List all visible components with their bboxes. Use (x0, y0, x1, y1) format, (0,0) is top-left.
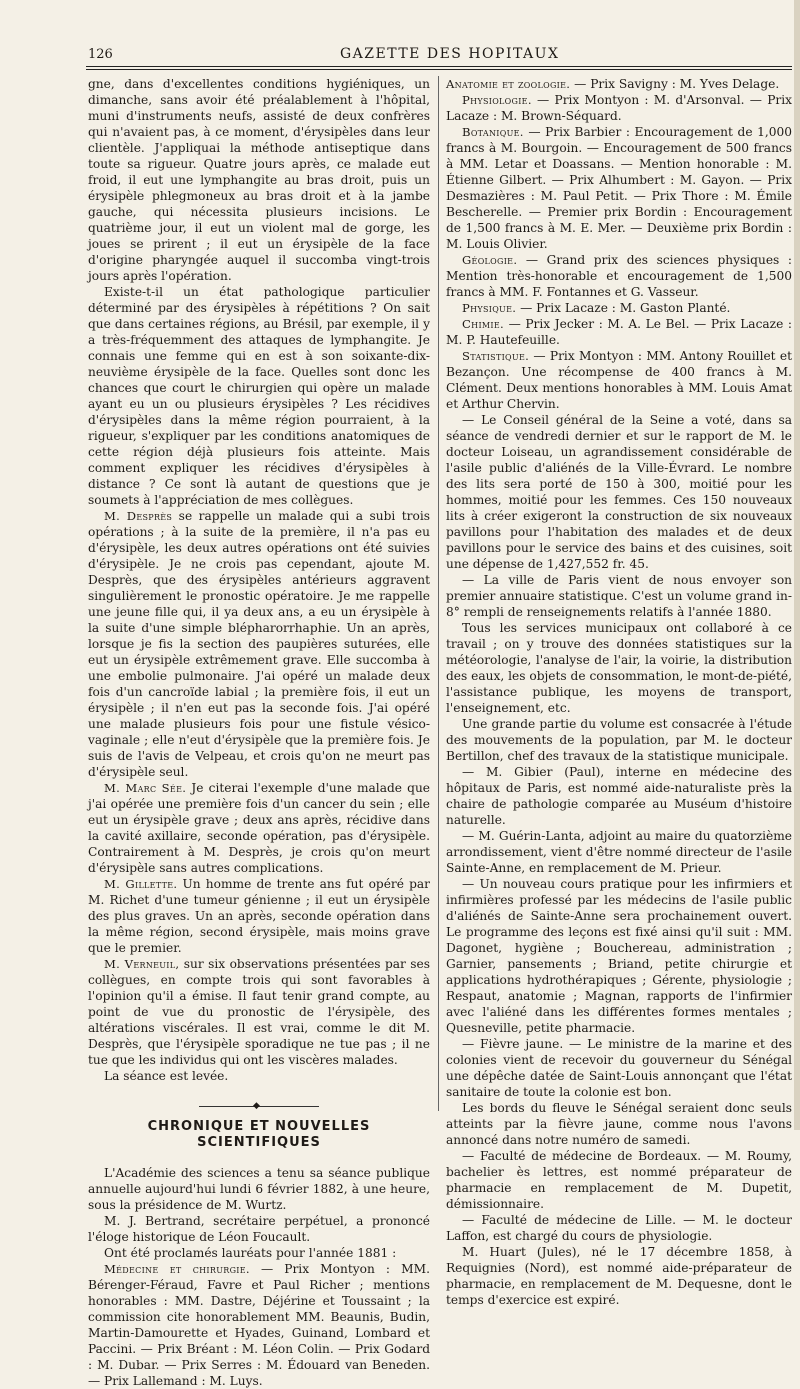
paragraph: La séance est levée. (104, 1069, 229, 1083)
category-text: — Prix Savigny : M. Yves Delage. (570, 77, 780, 91)
paragraph (446, 92, 792, 124)
paragraph (446, 348, 792, 412)
speaker-name: M. Gillette. (104, 877, 178, 891)
speaker-name: M. Desprès (104, 509, 173, 523)
paragraph: — Un nouveau cours pratique pour les infirmiers et infirmières professé par les médecins de l'asile public d'aliénés de Sainte-Anne sera prochainement ouvert. Le programme des leçons est fixé ainsi qu'il suit : MM. Dagonet, hygiène ; Bouchereau, administration ; Garnier, pansements ; Briand, petite chirurgie et applications hydrothérapiques ; Gérente, physiologie ; Respaut, anatomie ; Magnan, rapports de l'infirmier avec l'aliéné dans les différentes formes mentales ; Quesneville, petite pharmacie. (446, 877, 792, 1035)
paragraph (88, 1261, 430, 1389)
column-divider (438, 76, 439, 1111)
paragraph: — La ville de Paris vient de nous envoyer son premier annuaire statistique. C'est un volume grand in-8° rempli de renseignements relatifs à l'année 1880. (446, 573, 792, 619)
paragraph: M. J. Bertrand, secrétaire perpétuel, a prononcé l'éloge historique de Léon Foucault. (88, 1214, 430, 1244)
speaker-text: Un homme de trente ans fut opéré par M. Richet d'une tumeur génienne ; il eut un érysipèle des plus graves. Un an après, seconde opération dans la même région, second érysipèle, mais moins grave que le premier. (88, 877, 431, 955)
paragraph: Existe-t-il un état pathologique particulier déterminé par des érysipèles à répétitions ? On sait que dans certaines régions, au Brésil, par exemple, il y a très-fréquemment des attaques de lymphangite. Je connais une femme qui en est à son soixante-dix-neuvième érysipèle de la face. Quelles sont donc les chances que court le chirurgien qui opère un malade ayant eu un ou plusieurs érysipèles ? Les récidives d'érysipèles dans la même région pourraient, à la rigueur, s'expliquer par les conditions anatomiques de cette région déjà plusieurs fois atteinte. Mais comment expliquer les récidives d'érysipèles à distance ? Ce sont là autant de questions que je soumets à l'appréciation de mes collègues. (88, 285, 430, 507)
category-text: — Prix Barbier : Encouragement de 1,000 francs à M. Bourgoin. — Encouragement de 500 francs à MM. Letar et Doassans. — Mention honorable : M. Étienne Gilbert. — Prix Alhumbert : M. Gayon. — Prix Desmazières : M. Paul Petit. — Prix Thore : M. Émile Bescherelle. — Premier prix Bordin : Encouragement de 1,500 francs à M. E. Mer. — Deuxième prix Bordin : M. Louis Olivier. (446, 125, 792, 251)
paragraph: — Le Conseil général de la Seine a voté, dans sa séance de vendredi dernier et sur le rapport de M. le docteur Loiseau, un agrandissement considérable de l'asile public d'aliénés de la Ville-Évrard. Le nombre des lits sera porté de 150 à 300, moitié pour les hommes, moitié pour les femmes. Ces 150 nouveaux lits à créer exigeront la construction de six nouveaux pavillons pour l'habitation des malades et de deux pavillons pour le service des bains et des cuisines, soit une dépense de 1,427,552 fr. 45. (446, 413, 792, 571)
paragraph (88, 780, 430, 876)
category-label: Botanique. (462, 125, 524, 139)
paragraph: — Fièvre jaune. — Le ministre de la marine et des colonies vient de recevoir du gouverneur du Sénégal une dépêche datée de Saint-Louis annonçant que l'état sanitaire de toute la colonie est bon. (446, 1037, 792, 1099)
paragraph (446, 124, 792, 252)
category-label: Géologie. (462, 253, 518, 267)
page-edge (794, 0, 800, 1130)
speaker-text: se rappelle un malade qui a subi trois opérations ; à la suite de la première, il n'a pas eu d'érysipèle, les deux autres opérations ont été suivies d'érysipèle. Je ne crois pas cependant, ajoute M. Desprès, que des érysipèles antérieurs aggravent singulièrement le pronostic opératoire. Je me rappelle une jeune fille qui, il ya deux ans, a eu un érysipèle à la suite d'une simple blépharorrhaphie. Un an après, lorsque je fis la section des paupières suturées, elle eut un érysipèle extrêmement grave. Elle succomba à une embolie pulmonaire. J'ai opéré un malade deux fois d'un cancroïde labial ; la première fois, il eut un érysipèle ; il n'en eut pas la seconde fois. J'ai opéré une malade plusieurs fois pour une fistule vésico-vaginale ; elle n'eut d'érysipèle que la première fois. Je suis de l'avis de Velpeau, et crois qu'on ne meurt pas d'érysipèle seul. (88, 509, 430, 779)
category-text: — Prix Jecker : M. A. Le Bel. — Prix Lacaze : M. P. Hautefeuille. (446, 317, 792, 347)
paragraph: L'Académie des sciences a tenu sa séance publique annuelle aujourd'hui lundi 6 février 1882, à une heure, sous la présidence de M. Wurtz. (88, 1166, 430, 1212)
paragraph: Une grande partie du volume est consacrée à l'étude des mouvements de la population, par M. le docteur Bertillon, chef des travaux de la statistique municipale. (446, 717, 792, 763)
category-label: Physiologie. (462, 93, 532, 107)
paragraph: gne, dans d'excellentes conditions hygiéniques, un dimanche, sans avoir été préalablement à l'hôpital, muni d'instruments neufs, assisté de deux confrères qui n'avaient pas, à ce moment, d'érysipèles dans leur clientèle. J'appliquai la méthode antiseptique dans toute sa rigueur. Quatre jours après, ce malade eut froid, il eut une lymphangite au bras droit, puis un érysipèle phlegmoneux au bras droit et à la jambe gauche, qui nécessita plusieurs incisions. Le quatrième jour, il eut un violent mal de gorge, les joues se prirent ; il eut un érysipèle de la face d'origine pharyngée auquel il succomba vingt-trois jours après l'opération. (88, 77, 430, 283)
paragraph: M. Huart (Jules), né le 17 décembre 1858, à Requignies (Nord), est nommé aide-préparateur de pharmacie, en remplacement de M. Dequesne, dont le temps d'exercice est expiré. (446, 1245, 792, 1307)
header-rule-top (86, 66, 792, 67)
speaker-name: M. Marc Sée. (104, 781, 187, 795)
speaker-text: Je citerai l'exemple d'une malade que j'ai opérée une première fois d'un cancer du sein ; elle eut un érysipèle grave ; deux ans après, récidive dans la cavité axillaire, seconde opération, pas d'érysipèle. Contrairement à M. Desprès, je crois qu'on meurt d'érysipèle sans autres complications. (88, 781, 430, 875)
paragraph: — M. Guérin-Lanta, adjoint au maire du quatorzième arrondissement, vient d'être nommé directeur de l'asile Sainte-Anne, en remplacement de M. Prieur. (446, 829, 792, 875)
paragraph: — M. Gibier (Paul), interne en médecine des hôpitaux de Paris, est nommé aide-naturaliste près la chaire de pathologie comparée au Muséum d'histoire naturelle. (446, 765, 792, 827)
category-text: — Prix Montyon : MM. Bérenger-Féraud, Favre et Paul Richer ; mentions honorables : MM. Dastre, Déjérine et Toussaint ; la commission cite honorablement MM. Beaunis, Budin, Martin-Damourette et Hyades, Guinand, Lombard et Paccini. — Prix Bréant : M. Léon Colin. — Prix Godard : M. Dubar. — Prix Serres : M. Édouard van Beneden. — Prix Lallemand : M. Luys. (88, 1262, 430, 1388)
paragraph: Tous les services municipaux ont collaboré à ce travail ; on y trouve des données statistiques sur la météorologie, l'analyse de l'air, la voirie, la distribution des eaux, les objets de consommation, le mont-de-piété, l'assistance publique, les moyens de transport, l'enseignement, etc. (446, 621, 792, 715)
category-label: Chimie. (462, 317, 504, 331)
category-text: — Prix Lacaze : M. Gaston Planté. (516, 301, 731, 315)
page-number: 126 (88, 47, 113, 62)
paragraph (446, 252, 792, 300)
paragraph (88, 876, 430, 956)
category-label: Statistique. (462, 349, 530, 363)
paragraph: Les bords du fleuve le Sénégal seraient donc seuls atteints par la fièvre jaune, comme nous l'avons annoncé dans notre numéro de samedi. (446, 1101, 792, 1147)
speaker-text: sur six observations présentées par ses collègues, en compte trois qui sont favorables à l'opinion qu'il a émise. Il faut tenir grand compte, au point de vue du pronostic de l'érysipèle, des altérations viscérales. Il est vrai, comme le dit M. Desprès, que l'érysipèle sporadique ne tue pas ; il ne tue que les individus qui ont les viscères malades. (88, 957, 430, 1067)
journal-title: GAZETTE DES HOPITAUX (340, 46, 560, 62)
left-column (88, 76, 430, 1389)
section-separator (199, 1106, 319, 1107)
paragraph (446, 316, 792, 348)
category-text: — Prix Montyon : M. d'Arsonval. — Prix Lacaze : M. Brown-Séquard. (446, 93, 792, 123)
paragraph (446, 300, 792, 316)
category-text: — Prix Montyon : MM. Antony Rouillet et Bezançon. Une récompense de 400 francs à M. Clément. Deux mentions honorables à MM. Louis Amat et Arthur Chervin. (446, 349, 792, 411)
paragraph (88, 508, 430, 780)
header-rule-bottom (86, 69, 792, 70)
paragraph: — Faculté de médecine de Bordeaux. — M. Roumy, bachelier ès lettres, est nommé préparateur de pharmacie en remplacement de M. Dupetit, démissionnaire. (446, 1149, 792, 1211)
right-column (446, 76, 792, 1308)
category-label: Physique. (462, 301, 517, 315)
category-label: Médecine et chirurgie. (104, 1262, 250, 1276)
category-text: — Grand prix des sciences physiques : Mention très-honorable et encouragement de 1,500 francs à MM. F. Fontannes et G. Vasseur. (446, 253, 792, 299)
speaker-name: M. Verneuil, (104, 957, 180, 971)
paragraph: — Faculté de médecine de Lille. — M. le docteur Laffon, est chargé du cours de physiologie. (446, 1213, 792, 1243)
category-label: Anatomie et zoologie. (446, 77, 571, 91)
paragraph (88, 956, 430, 1068)
paragraph (446, 76, 792, 92)
section-title: CHRONIQUE ET NOUVELLES SCIENTIFIQUES (147, 1119, 371, 1150)
paragraph: Ont été proclamés lauréats pour l'année 1881 : (104, 1246, 397, 1260)
